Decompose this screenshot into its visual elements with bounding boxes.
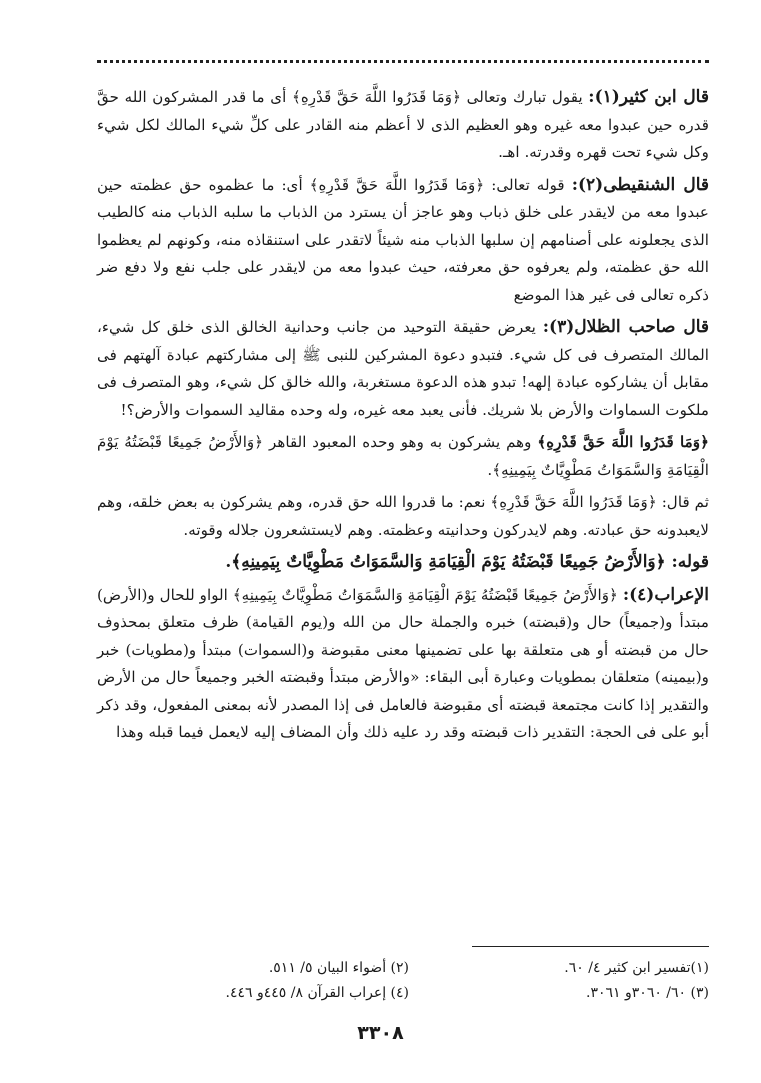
heading-zilal: قال صاحب الظلال(٣): — [542, 317, 710, 337]
paragraph-ibn-kathir — [97, 84, 709, 167]
heading-qawluhu: قوله: ﴿وَالأَرْضُ جَمِيعًا قَبْضَتُهُ يَوْمَ الْقِيَامَةِ وَالسَّمَوَاتُ مَطْوِيَّاتٌ بِيَمِينِهِ﴾. — [225, 552, 709, 572]
paragraph-shinqiti — [97, 172, 709, 310]
paragraph-text: نعم: ما قدروا الله حق قدره، وهم يشركون به بعض خلقه، وهم لايعبدونه حق عبادته. وهم لايدركون وحدانيته وعظمته. وهم لايستشعرون جلاله وقوته. — [97, 493, 709, 539]
paragraph-then-said — [97, 489, 709, 544]
paragraph-lead: ثم قال: ﴿وَمَا قَدَرُوا اللَّهَ حَقَّ قَدْرِهِ﴾ — [490, 493, 710, 511]
footnote-row — [97, 981, 709, 1006]
paragraph-text: ﴿وَالأَرْضُ جَمِيعًا قَبْضَتُهُ يَوْمَ الْقِيَامَةِ وَالسَّمَوَاتُ مَطْوِيَّاتٌ بِيَمِينِهِ﴾ الواو للحال و(الأرض) مبتدأ و(جميعاً) حال و(قبضته) خبره والجملة حال من الله و(يوم القيامة) ظرف متعلق بمحذوف حال من قبضته أو هى متعلقة بها على تضمينها معنى مقبوضة و(السموات) مبتدأ و(مطويات) خبر و(بيمينه) متعلقان بمطويات وعبارة أبى البقاء: «والأرض مبتدأ وقبضته الخبر وجميعاً حال من الأرض والتقدير إذا كانت مجتمعة قبضته أى مقبوضة فالعامل فى إذا المصدر لأنه بمعنى المفعول، وقد ذكر أبو على فى الحجة: التقدير ذات قبضته وقد رد عليه ذلك وأن المضاف إليه لايعمل فيما قبله وهذا — [97, 585, 709, 741]
paragraph-qawluhu — [97, 549, 709, 577]
paragraph-verse-quote — [97, 429, 709, 484]
heading-ibn-kathir: قال ابن كثير(١): — [588, 87, 709, 107]
footnote-2: (٢) أضواء البيان ٥/ ٥١١. — [268, 960, 409, 976]
footnote-rule — [472, 946, 709, 947]
verse-quote: ﴿وَمَا قَدَرُوا اللَّهَ حَقَّ قَدْرِهِ﴾ — [537, 433, 710, 451]
paragraph-text: قوله تعالى: ﴿وَمَا قَدَرُوا اللَّهَ حَقَّ قَدْرِهِ﴾ أى: ما عظموه حق عظمته حين عبدوا معه من لايقدر على خلق ذباب وهو عاجز أن يسترد من الذباب ما سلبه الذباب منه كالطيب الذى يجعلونه على أصنامهم إن سلبها الذباب منه شيئاً لاتقدر على استنقاذه منه، وكونهم لم يعظموا الله حق عظمته، ولم يعرفوه حق معرفته، حيث عبدوا معه من لايقدر على جلب نفع ولا دفع ضر ذكره تعالى فى غير هذا الموضع — [97, 175, 709, 304]
heading-shinqiti: قال الشنقيطى(٢): — [571, 174, 709, 195]
top-dotted-rule — [97, 60, 709, 63]
footnote-row — [97, 956, 709, 981]
body-text — [97, 84, 709, 752]
footnote-3: (٣) ٦٠/ ٣٠٦٠و ٣٠٦١. — [586, 985, 709, 1001]
footnote-1: (١)تفسير ابن كثير ٤/ ٦٠. — [564, 960, 709, 976]
footnote-4: (٤) إعراب القرآن ٨/ ٤٤٥و ٤٤٦. — [225, 985, 409, 1001]
paragraph-text: وهم يشركون به وهو وحده المعبود القاهر ﴿وَالأَرْضُ جَمِيعًا قَبْضَتُهُ يَوْمَ الْقِيَامَةِ وَالسَّمَوَاتُ مَطْوِيَّاتٌ بِيَمِينِهِ﴾. — [97, 433, 709, 479]
page-number: ٣٣٠٨ — [357, 1022, 404, 1044]
paragraph-irab — [97, 582, 709, 747]
footnotes — [97, 956, 709, 1006]
paragraph-zilal — [97, 314, 709, 424]
paragraph-text: يقول تبارك وتعالى ﴿وَمَا قَدَرُوا اللَّهَ حَقَّ قَدْرِهِ﴾ أى ما قدر المشركون الله حقَّ قدره حين عبدوا معه غيره وهو العظيم الذى لا أعظم منه القادر على كلِّ شيء المالك لكل شيء وكل شيء تحت قهره وقدرته. اهـ. — [97, 88, 709, 161]
paragraph-text: يعرض حقيقة التوحيد من جانب وحدانية الخالق الذى خلق كل شيء، المالك المتصرف فى كل شيء. فتبدو دعوة المشركين للنبى ﷺ إلى مشاركتهم عبادة آلهتهم فى مقابل أن يشاركوه عبادة إلهه! تبدو هذه الدعوة مستغربة، والله خالق كل شيء، وهو المتصرف فى ملكوت السماوات والأرض بلا شريك. فأنى يعبد معه غيره، وله وحده مقاليد السموات والأرض؟! — [97, 318, 709, 419]
heading-irab: الإعراب(٤): — [622, 584, 710, 605]
